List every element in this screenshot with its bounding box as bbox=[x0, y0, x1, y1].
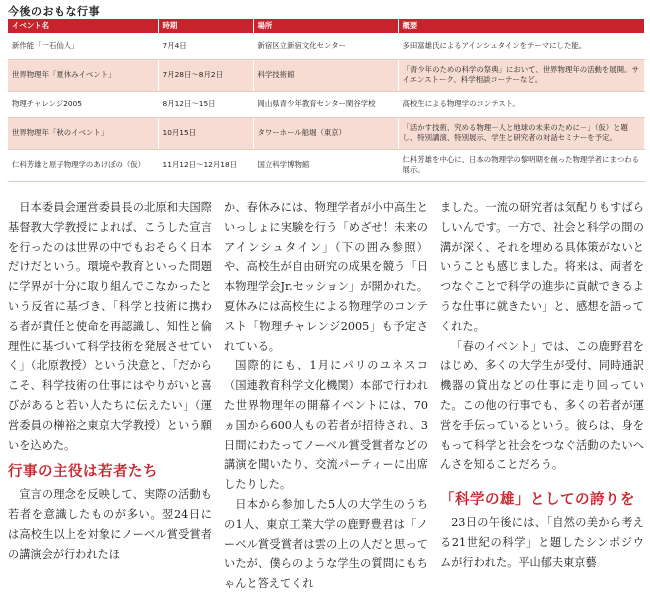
event-desc: 「青少年のための科学の祭典」において、世界物理年の活動を展開。サイエンストーク、科学相談コーナーなど。 bbox=[398, 59, 644, 91]
event-place: 新宿区立新宿文化センター bbox=[253, 33, 398, 59]
table-row bbox=[8, 91, 644, 117]
header-event: イベント名 bbox=[8, 19, 158, 33]
event-desc: 「活かす技術、究める物理－人と地球の未来のために－」（仮）と題し、特別講演、特別展示、学生と研究者の対話セミナーを予定。 bbox=[398, 117, 644, 149]
header-desc: 概要 bbox=[398, 19, 644, 33]
article-column-3 bbox=[440, 198, 644, 597]
table-row bbox=[8, 59, 644, 91]
paragraph: 日本委員会運営委員長の北原和夫国際基督教大学教授によれば、こうした宣言を行ったのは世界の中でもおそらく日本だけだという。環境や教育といった問題に学界が十分に取り組んでこなかったという反省に基づき、「科学と技術に携わる者が責任と使命を再認識し、知性と倫理性に基づいて科学技術を発展させていく」（北原教授）という決意と、「だからこそ、科学技術の仕事にはやりがいと喜びがあると若い人たちに伝えたい」（運営委員の榊裕之東京大学教授）という願いを込めた。 bbox=[8, 201, 212, 452]
events-table bbox=[8, 19, 645, 182]
event-desc: 仁科芳雄を中心に、日本の物理学の黎明期を創った物理学者にまつわる展示。 bbox=[398, 149, 644, 181]
table-row bbox=[8, 33, 644, 59]
table-row bbox=[8, 149, 644, 181]
paragraph: 日本から参加した5人の大学生のうちの1人、東京工業大学の鹿野豊君は「ノーベル賞受賞者は雲の上の人だと思っていたが、僕らのような学生の質問にもちゃんと答えてくれ bbox=[224, 497, 428, 591]
event-place: 科学技術館 bbox=[253, 59, 398, 91]
event-name: 物理チャレンジ2005 bbox=[8, 91, 158, 117]
table-header-row bbox=[8, 19, 644, 33]
header-date: 時期 bbox=[158, 19, 253, 33]
paragraph: か、春休みには、物理学者が小中高生といっしょに実験を行う「めざせ！未来のアインシュタイン」（下の囲み参照）や、高校生が自由研究の成果を競う「日本物理学会Jr.セッション」が開かれた。夏休みには高校生による物理学のコンテスト「物理チャレンジ2005」も予定されている。 bbox=[224, 201, 428, 353]
table-title: 今後のおもな行事 bbox=[8, 5, 100, 18]
paragraph: ました。一流の研究者は気配りもすばらしいんです。一方で、社会と科学の間の溝が深く、それを埋める具体策がないということも感じました。将来は、両者をつなぐことで科学の進歩に貢献できるような仕事に就きたい」と、感想を語ってくれた。 bbox=[440, 201, 644, 333]
paragraph: 国際的にも、1月にパリのユネスコ（国連教育科学文化機関）本部で行われた世界物理年の開幕イベントには、70ヵ国から600人もの若者が招待され、3日間にわたってノーベル賞受賞者などの講演を聞いたり、交流パーティーに出席したりした。 bbox=[224, 359, 428, 492]
section-heading: 行事の主役は若者たち bbox=[8, 464, 158, 481]
event-name: 新作能「一石仙人」 bbox=[8, 33, 158, 59]
paragraph: 23日の午後には、「自然の美から考える21世紀の科学」と題したシンポジウムが行われた。平山郁夫東京藝 bbox=[440, 516, 644, 569]
event-date: 11月12日～12月18日 bbox=[158, 149, 253, 181]
event-date: 7月4日 bbox=[158, 33, 253, 59]
paragraph: 「春のイベント」では、この鹿野君をはじめ、多くの大学生が受付、同時通訳機器の貸出などの仕事に走り回っていた。この他の行事でも、多くの若者が運営を手伝っているという。彼らは、身をもって科学と社会をつなぐ活動のたいへんさを知ることだろう。 bbox=[440, 339, 644, 472]
article-column-2 bbox=[224, 198, 428, 597]
event-desc: 多田富雄氏によるアインシュタインをテーマにした能。 bbox=[398, 33, 644, 59]
paragraph: 宣言の理念を反映して、実際の活動も若者を意識したものが多い。翌24日には高校生以上を対象にノーベル賞受賞者の講演会が行われたほ bbox=[8, 488, 212, 561]
event-place: 国立科学博物館 bbox=[253, 149, 398, 181]
event-name: 世界物理年「夏休みイベント」 bbox=[8, 59, 158, 91]
event-place: 岡山県青少年教育センター閑谷学校 bbox=[253, 91, 398, 117]
event-name: 仁科芳雄と原子物理学のあけぼの（仮） bbox=[8, 149, 158, 181]
section-heading: 「科学の雄」としての誇りを bbox=[440, 492, 635, 509]
table-row bbox=[8, 117, 644, 149]
event-place: タワーホール船堀（東京） bbox=[253, 117, 398, 149]
event-date: 10月15日 bbox=[158, 117, 253, 149]
event-desc: 高校生による物理学のコンテスト。 bbox=[398, 91, 644, 117]
header-place: 場所 bbox=[253, 19, 398, 33]
article-column-1 bbox=[8, 198, 212, 597]
article-body bbox=[8, 198, 644, 597]
event-name: 世界物理年「秋のイベント」 bbox=[8, 117, 158, 149]
event-date: 7月28日～8月2日 bbox=[158, 59, 253, 91]
event-date: 8月12日～15日 bbox=[158, 91, 253, 117]
